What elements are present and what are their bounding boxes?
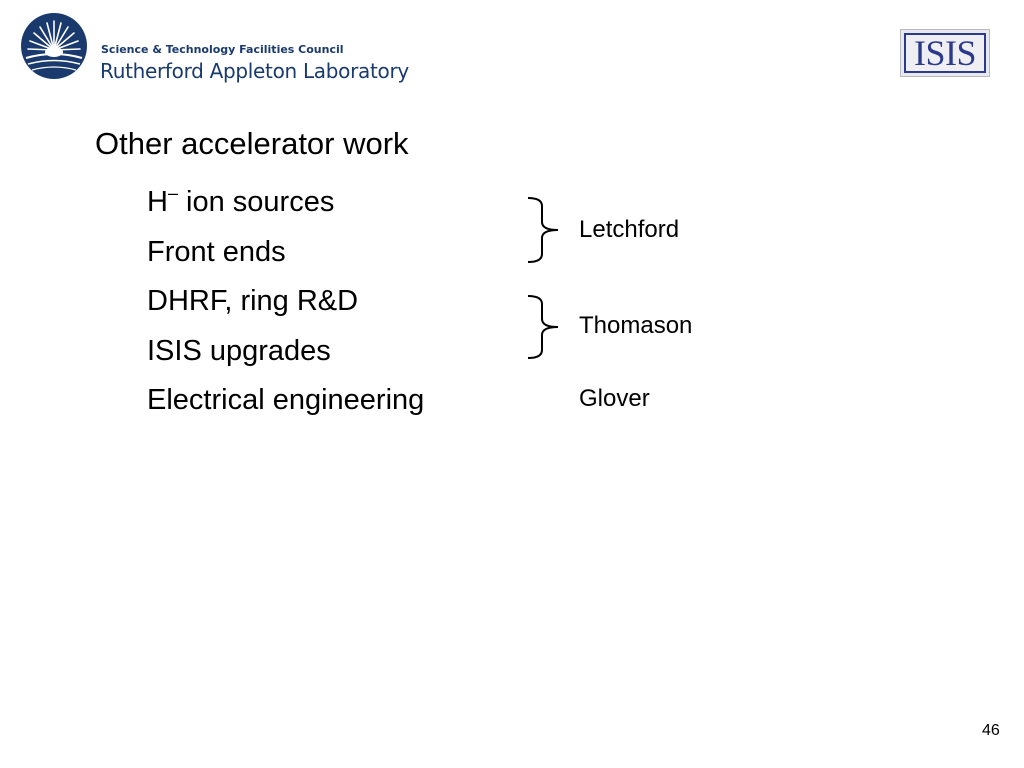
list-item-front-ends: Front ends — [147, 236, 286, 268]
slide-title: Other accelerator work — [95, 126, 409, 161]
item-prefix: H — [147, 186, 168, 218]
person-name-thomason: Thomason — [579, 312, 693, 339]
list-item-dhrf-ring: DHRF, ring R&D — [147, 285, 359, 317]
right-brace-icon — [526, 294, 562, 360]
list-item-electrical-engineering: Electrical engineering — [147, 384, 425, 416]
isis-logo-text: ISIS — [904, 33, 986, 73]
person-name-glover: Glover — [579, 385, 650, 412]
item-superscript: – — [167, 183, 178, 203]
person-name-letchford: Letchford — [579, 216, 680, 243]
stfc-logo-icon — [20, 12, 88, 80]
organization-name: Science & Technology Facilities Council — [101, 43, 344, 56]
page-number: 46 — [982, 722, 1000, 739]
laboratory-name: Rutherford Appleton Laboratory — [100, 59, 409, 83]
right-brace-icon — [526, 196, 562, 264]
isis-logo — [900, 29, 990, 77]
list-item-ion-sources — [147, 183, 335, 219]
list-item-isis-upgrades: ISIS upgrades — [147, 335, 331, 367]
item-text: ion sources — [186, 186, 335, 218]
